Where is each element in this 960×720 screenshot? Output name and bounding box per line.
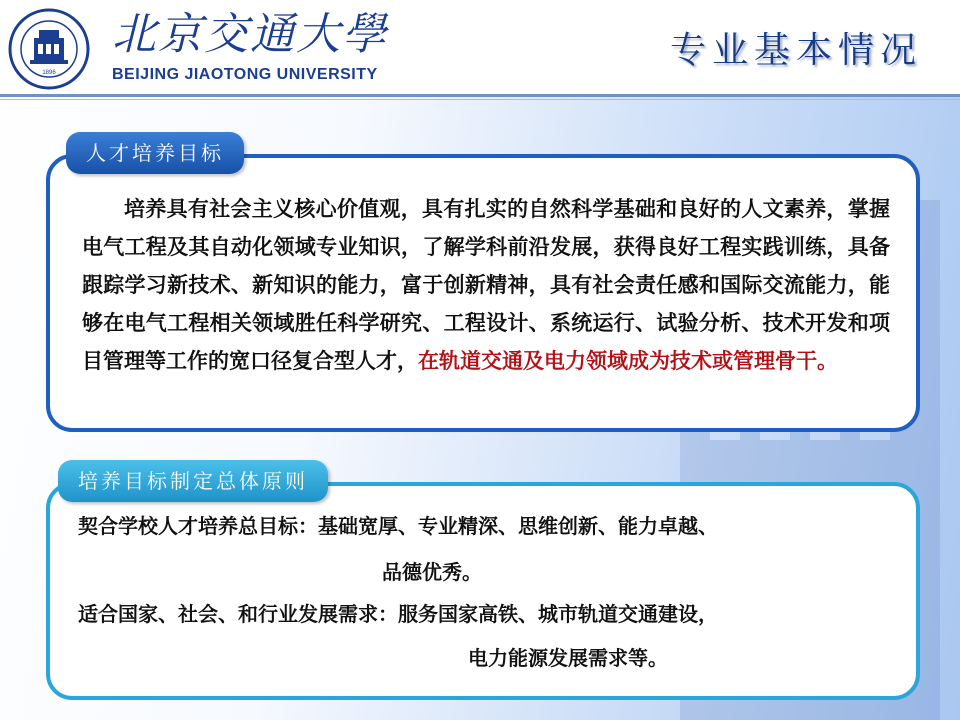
- header-thin-line: [0, 99, 960, 100]
- header-bar: [0, 0, 960, 94]
- principle-line-2: 品德优秀。: [382, 560, 482, 584]
- talent-goal-body: 培养具有社会主义核心价值观，具有扎实的自然科学基础和良好的人文素养，掌握电气工程及其自动化领域专业知识，了解学科前沿发展，获得良好工程实践训练，具备跟踪学习新技术、新知识的能力，富于创新精神，具有社会责任感和国际交流能力，能够在电气工程相关领域胜任科学研究、工程设计、系统运行、试验分析、技术开发和项目管理等工作的宽口径复合型人才，: [82, 196, 890, 373]
- principles-tab: 培养目标制定总体原则: [58, 460, 328, 502]
- university-name-en: BEIJING JIAOTONG UNIVERSITY: [112, 66, 378, 83]
- university-name-cn: 北京交通大學: [112, 9, 388, 60]
- principle-line-4: 电力能源发展需求等。: [468, 646, 668, 670]
- university-seal-logo: [8, 8, 90, 90]
- principle-line-3: 适合国家、社会、和行业发展需求：服务国家高铁、城市轨道交通建设，: [78, 602, 718, 626]
- header-divider: [0, 94, 960, 97]
- talent-goal-highlight: 在轨道交通及电力领域成为技术或管理骨干。: [418, 348, 838, 373]
- talent-goal-tab: 人才培养目标: [66, 132, 244, 174]
- svg-text:1896: 1896: [42, 70, 56, 76]
- talent-goal-text: [82, 190, 890, 380]
- page-title: 专业基本情况: [669, 30, 922, 71]
- principle-line-1: 契合学校人才培养总目标：基础宽厚、专业精深、思维创新、能力卓越、: [78, 514, 718, 538]
